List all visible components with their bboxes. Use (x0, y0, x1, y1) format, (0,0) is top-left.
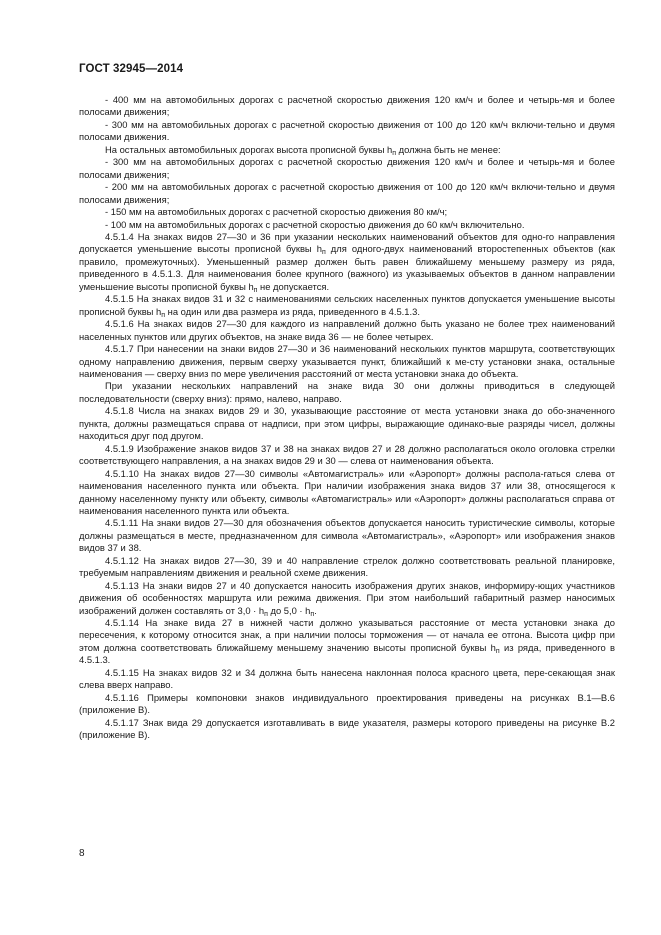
paragraph: 4.5.1.4 На знаках видов 27—30 и 36 при указании нескольких наименований объектов для одно-го направления допускается уменьшение высоты прописной буквы $h_п$ для одного-двух наименований второстепенных объектов (как правило, промежуточных). Уменьшенный размер должен быть равен ближайшему меньшему размеру из ряда, приведенного в 4.5.1.3. Для наименования более крупного (важного) из указываемых объектов в данном направлении уменьшение высоты прописной буквы $h_п$ не допускается. (79, 230, 615, 294)
paragraph: При указании нескольких направлений на знаке вида 30 они должны приводиться в следующей последовательности (сверху вниз): прямо, налево, направо. (79, 380, 615, 404)
paragraph: 4.5.1.12 На знаках видов 27—30, 39 и 40 направление стрелок должно соответствовать реальной планировке, требуемым направлениям движения и реальной схеме движения. (79, 554, 615, 579)
paragraph: 4.5.1.16 Примеры компоновки знаков индивидуального проектирования приведены на рисунках В.1—В.6 (приложение В). (79, 691, 615, 716)
paragraph: 4.5.1.7 При нанесении на знаки видов 27—30 и 36 наименований нескольких пунктов маршрута, соответствующих одному направлению движения, первым сверху указывается пункт, ближайший к ме-сту установки знака, остальные наименования — сверху вниз по мере увеличения расстояний от места установки знака до объекта. (79, 343, 615, 379)
paragraph: 4.5.1.6 На знаках видов 27—30 для каждого из направлений должно быть указано не более трех наименований населенных пунктов или других объектов, на знаке вида 36 — не более четырех. (79, 318, 615, 342)
paragraph: 4.5.1.11 На знаки видов 27—30 для обозначения объектов допускается наносить туристические символы, которые должны размещаться в месте, предназначенном для символа «Автомагистраль», «Аэропорт» или изображения знаков видов 37 и 38. (79, 517, 615, 554)
paragraph: 4.5.1.9 Изображение знаков видов 37 и 38 на знаках видов 27 и 28 должно располагаться около оголовка стрелки соответствующего направления, а на знаках видов 29 и 30 — слева от наименования объекта. (79, 442, 615, 467)
paragraph: 4.5.1.8 Числа на знаках видов 29 и 30, указывающие расстояние от места установки знака до обо-значенного пункта, должны размещаться справа от надписи, при этом цифры, выражающие одинако-вые разряды чисел, должны находиться друг под другом. (79, 405, 615, 442)
paragraph: 4.5.1.5 На знаках видов 31 и 32 с наименованиями сельских населенных пунктов допускается уменьшение высоты прописной буквы $h_п$ на один или два размера из ряда, приведенного в 4.5.1.3. (79, 293, 615, 319)
paragraph: - 200 мм на автомобильных дорогах с расчетной скоростью движения от 100 до 120 км/ч включи-тельно и двумя полосами движения; (79, 181, 615, 205)
paragraph: 4.5.1.10 На знаках видов 27—30 символы «Автомагистраль» или «Аэропорт» должны распола-гаться слева от наименования населенного пункта или объекта. При наличии изображения знака видов 37 или 38, относящегося к данному населенному пункту или объекту, символы «Автомагистраль» или «Аэропорт» должны располагаться справа от наименования населенного пункта или объекта. (79, 467, 615, 516)
paragraph: - 150 мм на автомобильных дорогах с расчетной скоростью движения 80 км/ч; (105, 206, 448, 218)
paragraph: 4.5.1.17 Знак вида 29 допускается изготавливать в виде указателя, размеры которого приведены на рисунке В.2 (приложение В). (79, 716, 615, 741)
paragraph: - 400 мм на автомобильных дорогах с расчетной скоростью движения 120 км/ч и более и четырь-мя и более полосами движения; (79, 94, 615, 118)
paragraph: - 300 мм на автомобильных дорогах с расчетной скоростью движения 120 км/ч и более и четырь-мя и более полосами движения; (79, 156, 615, 180)
paragraph: На остальных автомобильных дорогах высота прописной буквы $h_п$ должна быть не менее: (105, 143, 501, 157)
paragraph: - 300 мм на автомобильных дорогах с расчетной скоростью движения от 100 до 120 км/ч включи-тельно и двумя полосами движения. (79, 118, 615, 143)
paragraph: 4.5.1.14 На знаке вида 27 в нижней части должно указываться расстояние от места установки знака до пересечения, к которому относится знак, а при наличии полосы торможения — от начала ее отгона. Высота цифр при этом должна соответствовать ближайшему меньшему значению высоты прописной буквы $h_п$ из ряда, приведенного в 4.5.1.3. (79, 617, 615, 666)
document-header: ГОСТ 32945—2014 (79, 63, 184, 75)
paragraph: - 100 мм на автомобильных дорогах с расчетной скоростью движения до 60 км/ч включительно. (105, 218, 525, 230)
paragraph: 4.5.1.13 На знаки видов 27 и 40 допускается наносить изображения других знаков, информиру-ющих участников движения об особенностях маршрута или режима движения. При этом наибольший габаритный размер наносимых изображений должен составлять от $3,0 \cdot h_п$ до $5,0 \cdot h_п$. (79, 579, 615, 618)
paragraph: 4.5.1.15 На знаках видов 32 и 34 должна быть нанесена наклонная полоса красного цвета, пере-секающая знак слева вверх направо. (79, 666, 615, 691)
page-number: 8 (79, 848, 85, 859)
document-body (79, 94, 615, 742)
